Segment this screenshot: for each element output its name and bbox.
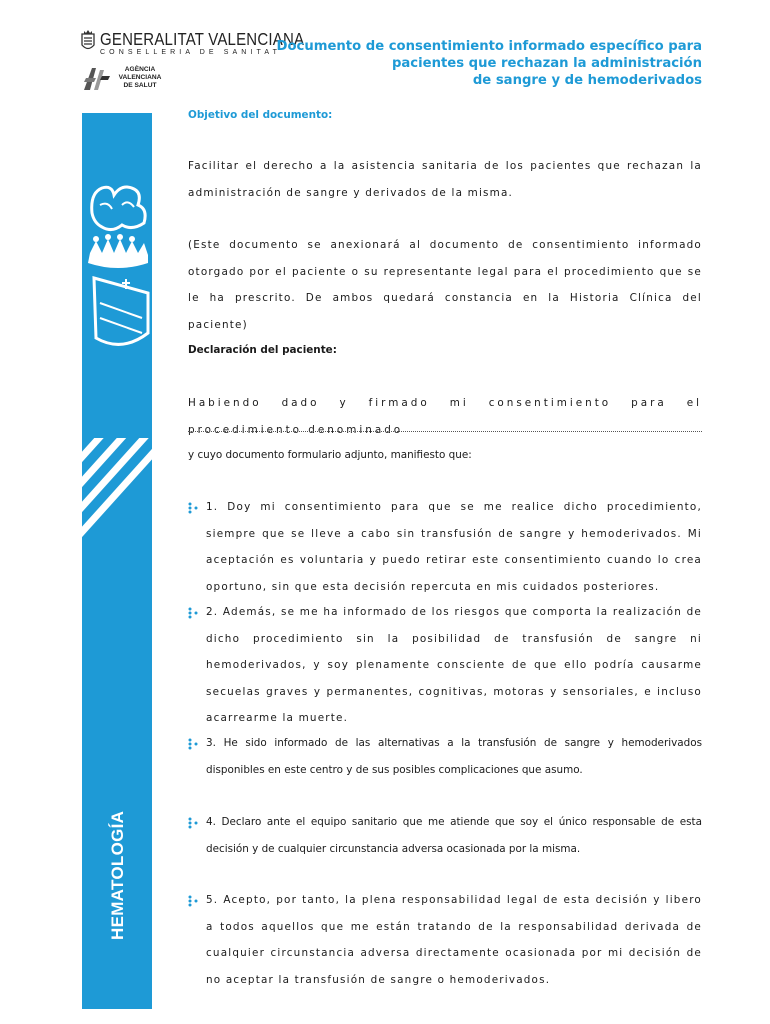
agency-name [112,66,168,90]
specialty-label: HEMATOLOGÍA [108,810,127,940]
item-text: 1. Doy mi consentimiento para que se me realice dicho procedimiento, siempre que se lleve a cabo sin transfusión de sangre y hemoderivados. Mi aceptación es voluntaria y puedo retirar este consentimiento cuando lo crea oportuno, sin que esta decisión repercuta en mis cuidados posteriores. [206,501,702,593]
title-line-1: Documento de consentimiento informado específico para [276,39,702,54]
bullet-dots-icon [188,895,202,907]
org-department: CONSELLERIA DE SANITAT [100,49,281,56]
bullet-dots-icon [188,502,202,514]
document-title [262,38,702,89]
item-text: 3. He sido informado de las alternativas a la transfusión de sangre y hemoderivados disponibles en este centro y de sus posibles complicaciones que asumo. [206,737,702,776]
item-text: 5. Acepto, por tanto, la plena responsabilidad legal de esta decisión y libero a todos aquellos que me están tratando de la responsabilidad derivada de cualquier circunstancia adversa directamente ocasionada por mi decisión de no aceptar la transfusión de sangre o hemoderivados. [206,894,702,986]
declaration-heading: Declaración del paciente: [188,344,337,356]
agency-line-3: DE SALUT [123,82,157,89]
title-line-2: pacientes que rechazan la administración [391,56,702,71]
avs-logo-icon [82,64,112,92]
bullet-dots-icon [188,607,202,619]
agency-line-2: VALENCIANA [118,74,162,81]
bullet-dots-icon [188,738,202,750]
bullet-dots-icon [188,817,202,829]
agency-line-1: AGÈNCIA [124,66,156,73]
coat-of-arms-icon [80,30,96,54]
declaration-after: y cuyo documento formulario adjunto, manifiesto que: [188,449,472,461]
annex-text: (Este documento se anexionará al documento de consentimiento informado otorgado por el paciente o su representante legal para el procedimiento que se le ha prescrito. De ambos quedará constancia en la Historia Clínica del paciente) [188,239,702,331]
title-line-3: de sangre y de hemoderivados [472,73,702,88]
org-name: GENERALITAT VALENCIANA [100,30,305,50]
objective-text: Facilitar el derecho a la asistencia sanitaria de los pacientes que rechazan la administración de sangre y derivados de la misma. [188,160,702,199]
item-text: 2. Además, se me ha informado de los riesgos que comporta la realización de dicho procedimiento sin la posibilidad de transfusión de sangre ni hemoderivados, y soy plenamente consciente de que ello podría causarme secuelas graves y permanentes, cognitivas, motoras y sensoriales, e incluso acarrearme la muerte. [206,606,702,724]
declaration-intro: Habiendo dado y firmado mi consentimiento para el procedimiento denominado [188,397,702,436]
procedure-name-field[interactable] [188,431,702,432]
item-text: 4. Declaro ante el equipo sanitario que me atiende que soy el único responsable de esta decisión y de cualquier circunstancia adversa ocasionada por la misma. [206,816,702,855]
objective-heading: Objetivo del documento: [188,109,333,121]
